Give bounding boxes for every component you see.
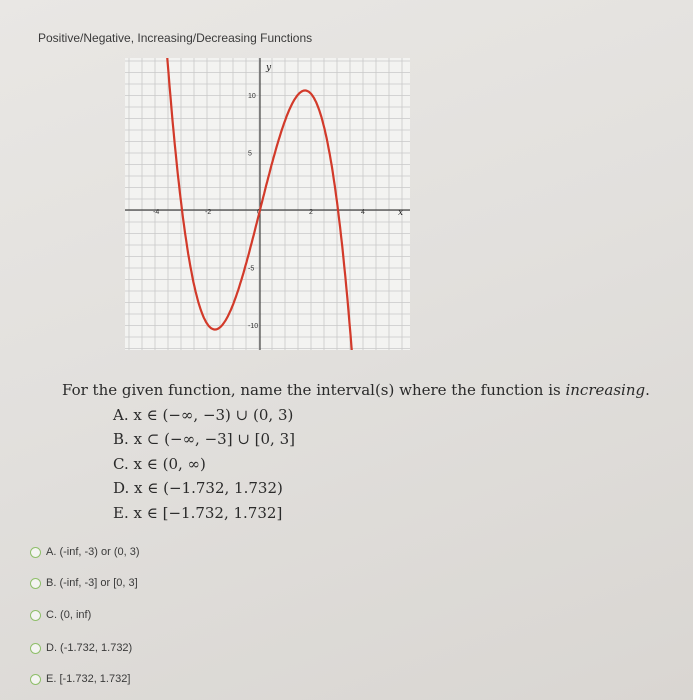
math-choice-c xyxy=(113,455,206,473)
question-emphasis: increasing xyxy=(565,381,646,399)
option-c-label[interactable]: C. (0, inf) xyxy=(46,609,92,621)
page-title: Positive/Negative, Increasing/Decreasing Functions xyxy=(38,31,313,45)
math-choice-label: E. xyxy=(113,504,129,522)
math-choice-label: B. xyxy=(113,430,129,448)
math-choice-text: x ∈ (−∞, −3) ∪ (0, 3) xyxy=(133,406,294,424)
y-axis-label: y xyxy=(266,63,272,73)
math-choice-text: x ∈ [−1.732, 1.732] xyxy=(133,504,283,522)
x-tick-label: -2 xyxy=(205,209,212,216)
question-text xyxy=(62,381,650,399)
math-choice-e xyxy=(113,504,282,522)
radio-button-a[interactable] xyxy=(30,547,41,558)
option-d[interactable] xyxy=(30,642,132,654)
math-choice-b xyxy=(113,430,295,448)
math-choice-label: C. xyxy=(113,455,129,473)
x-axis-label: x xyxy=(398,208,404,218)
function-graph xyxy=(125,58,410,350)
radio-button-c[interactable] xyxy=(30,610,41,621)
option-a[interactable] xyxy=(30,546,140,558)
math-choice-text: x ∈ (0, ∞) xyxy=(133,455,206,473)
option-d-label[interactable]: D. (-1.732, 1.732) xyxy=(46,642,133,654)
option-b-label[interactable]: B. (-inf, -3] or [0, 3] xyxy=(46,577,138,589)
question-prefix: For the given function, name the interval(s) where the function is xyxy=(62,381,566,399)
x-tick-label: 4 xyxy=(361,209,365,216)
math-choice-text: x ⊂ (−∞, −3] ∪ [0, 3] xyxy=(133,430,295,448)
math-choice-label: D. xyxy=(113,479,130,497)
option-b[interactable] xyxy=(30,577,138,589)
y-tick-label: 5 xyxy=(248,150,252,158)
radio-button-d[interactable] xyxy=(30,643,41,654)
option-c[interactable] xyxy=(30,609,91,621)
math-choice-a xyxy=(113,406,293,424)
option-e-label[interactable]: E. [-1.732, 1.732] xyxy=(46,673,131,685)
option-a-label[interactable]: A. (-inf, -3) or (0, 3) xyxy=(46,546,140,558)
radio-button-e[interactable] xyxy=(30,674,41,685)
x-tick-label: 2 xyxy=(309,209,313,216)
x-tick-label: -4 xyxy=(153,209,160,216)
question-suffix: . xyxy=(645,381,650,399)
math-choice-text: x ∈ (−1.732, 1.732) xyxy=(134,479,283,497)
y-tick-label: -10 xyxy=(248,323,259,330)
x-tick-label: 0 xyxy=(257,209,261,216)
y-tick-label: -5 xyxy=(248,265,255,273)
math-choice-d xyxy=(113,479,283,497)
option-e[interactable] xyxy=(30,673,130,685)
y-tick-label: 10 xyxy=(248,93,256,100)
radio-button-b[interactable] xyxy=(30,578,41,589)
math-choice-label: A. xyxy=(113,406,129,424)
